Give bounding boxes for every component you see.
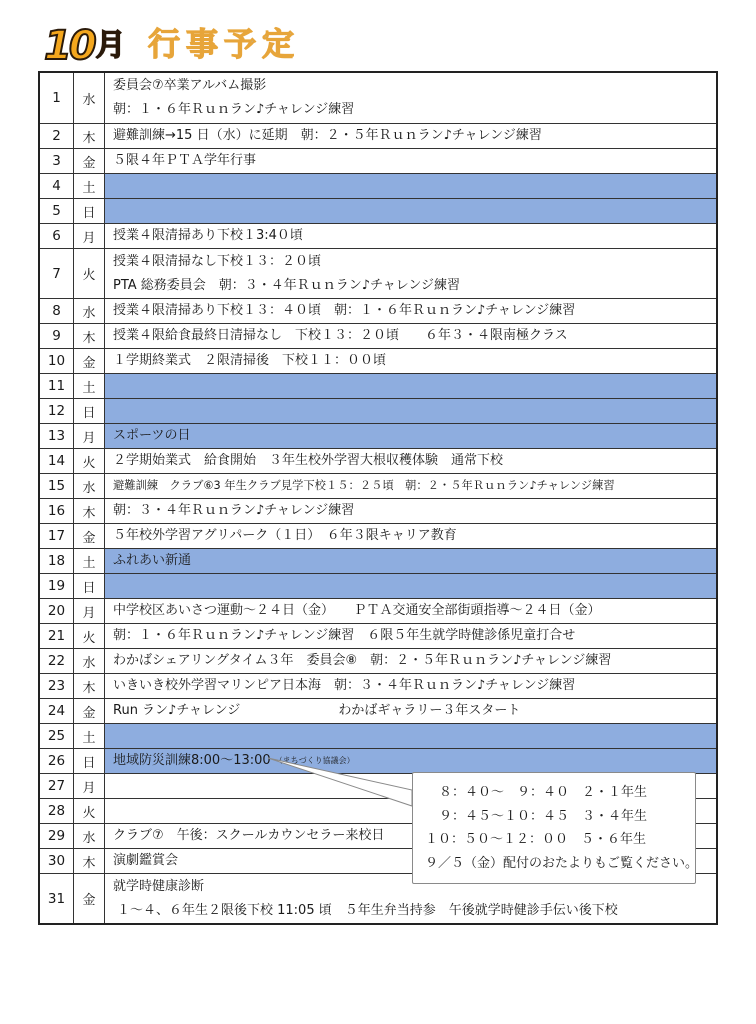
- day-number: 26: [40, 749, 74, 773]
- day-of-week: 木: [74, 849, 105, 873]
- callout-line: １０：５０～１２：００ ５・６年生: [425, 832, 647, 847]
- day-number: 1: [40, 73, 74, 123]
- day-of-week: 木: [74, 324, 105, 348]
- day-of-week: 日: [74, 574, 105, 598]
- event-text: ２学期始業式 給食開始 ３年生校外学習大根収穫体験 通常下校: [113, 453, 504, 468]
- day-of-week: 金: [74, 149, 105, 173]
- day-number: 23: [40, 674, 74, 698]
- day-of-week: 日: [74, 399, 105, 423]
- event-text: 朝：１・６年Ｒｕｎラン♪チャレンジ練習 ６限５年生就学時健診係児童打合せ: [113, 628, 576, 643]
- callout-line: ９／５（金）配付のおたよりもご覧ください。: [425, 855, 699, 871]
- day-of-week: 水: [74, 299, 105, 323]
- callout-line: ８：４０～ ９：４０ ２・１年生: [439, 785, 648, 800]
- callout-line: ９：４５～１０：４５ ３・４年生: [439, 808, 648, 824]
- day-of-week: 水: [74, 73, 105, 123]
- day-number: 19: [40, 574, 74, 598]
- day-of-week: 木: [74, 499, 105, 523]
- event-text: いきいき校外学習マリンピア日本海 朝：３・４年Ｒｕｎラン♪チャレンジ練習: [113, 678, 576, 693]
- day-of-week: 火: [74, 449, 105, 473]
- day-number: 3: [40, 149, 74, 173]
- month-kanji: 月: [95, 28, 126, 63]
- month-number: 10: [44, 23, 94, 69]
- day-number: 8: [40, 299, 74, 323]
- event-text: ふれあい新通: [113, 553, 192, 568]
- event-text: 中学校区あいさつ運動～２４日（金） ＰＴＡ交通安全部街頭指導～２４日（金）: [113, 603, 601, 618]
- day-of-week: 水: [74, 824, 105, 848]
- day-number: 29: [40, 824, 74, 848]
- day-number: 10: [40, 349, 74, 373]
- day-of-week: 水: [74, 474, 105, 498]
- day-of-week: 土: [74, 174, 105, 198]
- day-of-week: 日: [74, 749, 105, 773]
- day-number: 30: [40, 849, 74, 873]
- day-of-week: 月: [74, 424, 105, 448]
- day-number: 18: [40, 549, 74, 573]
- day-number: 7: [40, 249, 74, 298]
- event-text: 地域防災訓練8:00～13:00: [113, 753, 271, 768]
- event-text: 授業４限清掃あり下校１3:4０頃: [113, 228, 303, 243]
- day-number: 17: [40, 524, 74, 548]
- day-of-week: 火: [74, 249, 105, 298]
- day-number: 12: [40, 399, 74, 423]
- event-text: １学期終業式 ２限清掃後 下校１１：００頃: [113, 353, 387, 368]
- page-title: 行事予定: [148, 25, 301, 63]
- event-text: 委員会⑦卒業アルバム撮影: [113, 78, 267, 93]
- day-number: 2: [40, 124, 74, 148]
- day-number: 28: [40, 799, 74, 823]
- day-of-week: 土: [74, 374, 105, 398]
- day-number: 14: [40, 449, 74, 473]
- day-number: 15: [40, 474, 74, 498]
- event-text: 朝：１・６年Ｒｕｎラン♪チャレンジ練習: [113, 102, 355, 117]
- event-text: Run ラン♪チャレンジ: [113, 703, 241, 718]
- day-of-week: 金: [74, 699, 105, 723]
- event-text: 授業４限給食最終日清掃なし 下校１３：２０頃 ６年３・４限南極クラス: [113, 328, 568, 343]
- event-text: スポーツの日: [113, 428, 191, 443]
- event-text: わかばシェアリングタイム３年 委員会⑧ 朝：２・５年Ｒｕｎラン♪チャレンジ練習: [113, 653, 612, 668]
- event-text: 避難訓練 クラブ⑥3 年生クラブ見学下校１５：２５頃 朝：２・５年Ｒｕｎラン♪チャレンジ練習: [113, 479, 615, 492]
- day-of-week: 金: [74, 349, 105, 373]
- event-text: 就学時健康診断: [113, 878, 205, 894]
- day-of-week: 日: [74, 199, 105, 223]
- event-text: 授業４限清掃あり下校１３：４０頃 朝：１・６年Ｒｕｎラン♪チャレンジ練習: [113, 303, 576, 318]
- day-number: 9: [40, 324, 74, 348]
- day-of-week: 火: [74, 799, 105, 823]
- event-text: 演劇鑑賞会: [113, 853, 179, 868]
- day-number: 27: [40, 774, 74, 798]
- event-text: ５限４年ＰＴＡ学年行事: [113, 153, 257, 168]
- day-of-week: 木: [74, 674, 105, 698]
- day-of-week: 月: [74, 224, 105, 248]
- event-text: 授業４限清掃なし下校１３：２０頃: [113, 253, 322, 269]
- day-number: 6: [40, 224, 74, 248]
- event-text: クラブ⑦ 午後：スクールカウンセラー来校日: [113, 828, 385, 843]
- day-number: 24: [40, 699, 74, 723]
- day-of-week: 火: [74, 624, 105, 648]
- day-of-week: 月: [74, 774, 105, 798]
- day-number: 13: [40, 424, 74, 448]
- event-text: PTA 総務委員会 朝：３・４年Ｒｕｎラン♪チャレンジ練習: [113, 277, 461, 293]
- run-challenge-callout: [412, 772, 699, 884]
- day-of-week: 水: [74, 649, 105, 673]
- day-number: 5: [40, 199, 74, 223]
- day-of-week: 月: [74, 599, 105, 623]
- day-number: 21: [40, 624, 74, 648]
- event-text: 朝：３・４年Ｒｕｎラン♪チャレンジ練習: [113, 503, 355, 518]
- event-text: 避難訓練→15 日（水）に延期 朝：２・５年Ｒｕｎラン♪チャレンジ練習: [113, 128, 542, 143]
- day-number: 16: [40, 499, 74, 523]
- event-text: ５年校外学習アグリパーク（１日） ６年３限キャリア教育: [113, 528, 457, 543]
- day-number: 11: [40, 374, 74, 398]
- event-text-extra: わかばギャラリー３年スタート: [338, 703, 521, 718]
- event-text: １～４、６年生２限後下校 11:05 頃 ５年生弁当持参 午後就学時健診手伝い後下校: [117, 902, 618, 918]
- day-of-week: 木: [74, 124, 105, 148]
- day-number: 20: [40, 599, 74, 623]
- day-number: 4: [40, 174, 74, 198]
- day-number: 25: [40, 724, 74, 748]
- event-note: （まちづくり協議会）: [274, 756, 355, 765]
- day-of-week: 金: [74, 524, 105, 548]
- day-of-week: 金: [74, 874, 105, 923]
- day-of-week: 土: [74, 724, 105, 748]
- day-of-week: 土: [74, 549, 105, 573]
- day-number: 31: [40, 874, 74, 923]
- day-number: 22: [40, 649, 74, 673]
